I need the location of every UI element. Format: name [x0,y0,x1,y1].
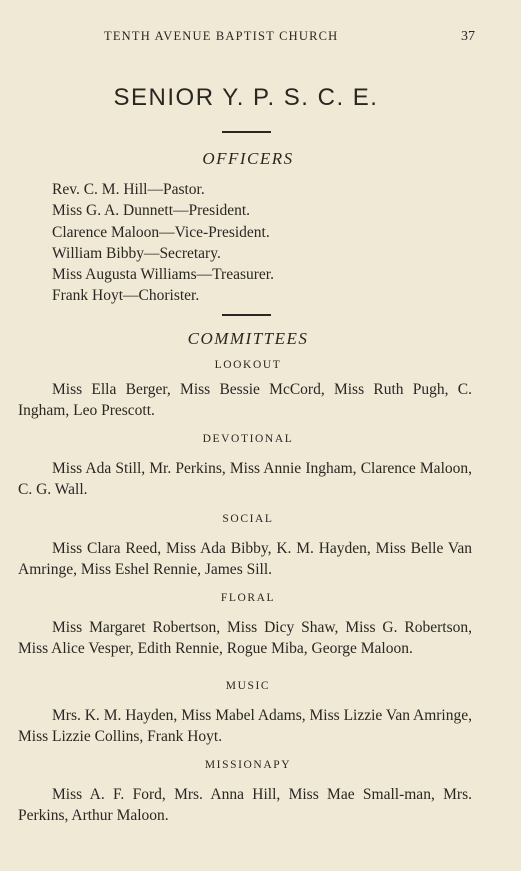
officer-item: Miss G. A. Dunnett—President. [52,202,251,220]
officer-item: Rev. C. M. Hill—Pastor. [52,181,205,198]
page-number: 37 [461,29,475,44]
committee-members: Mrs. K. M. Hayden, Miss Mabel Adams, Miss Lizzie Van Amringe, Miss Lizzie Collins, Frank Hoyt. [18,707,472,745]
committees-heading: COMMITTEES [187,329,309,348]
committee-name: FLORAL [220,592,276,604]
officer-item: William Bibby—Secretary. [52,244,221,262]
running-title: TENTH AVENUE BAPTIST CHURCH [104,29,339,43]
committee-members: Miss Clara Reed, Miss Ada Bibby, K. M. Hayden, Miss Belle Van Amringe, Miss Eshel Rennie, James Sill. [18,540,472,578]
page-title: SENIOR Y. P. S. C. E. [113,84,379,111]
committee-name: DEVOTIONAL [202,433,294,445]
officers-heading: OFFICERS [202,149,294,168]
divider-rule [222,314,271,316]
committee-name: SOCIAL [222,513,274,525]
officer-item: Frank Hoyt—Chorister. [52,287,200,305]
committee-name: MISSIONAPY [204,759,292,771]
committee-members: Miss Margaret Robertson, Miss Dicy Shaw, Miss G. Robertson, Miss Alice Vesper, Edith Rennie, Rogue Miba, George Maloon. [18,619,472,657]
officer-item: Clarence Maloon—Vice-President. [52,223,270,241]
committee-members: Miss Ada Still, Mr. Perkins, Miss Annie Ingham, Clarence Maloon, C. G. Wall. [18,460,472,498]
divider-rule [222,131,271,133]
officers-list [52,179,274,307]
officer-item: Miss Augusta Williams—Treasurer. [52,266,274,284]
committee-members: Miss A. F. Ford, Mrs. Anna Hill, Miss Mae Small-man, Mrs. Perkins, Arthur Maloon. [18,786,472,824]
committee-name: LOOKOUT [214,359,282,371]
committee-name: MUSIC [225,680,271,692]
committee-members: Miss Ella Berger, Miss Bessie McCord, Miss Ruth Pugh, C. Ingham, Leo Prescott. [18,381,472,419]
